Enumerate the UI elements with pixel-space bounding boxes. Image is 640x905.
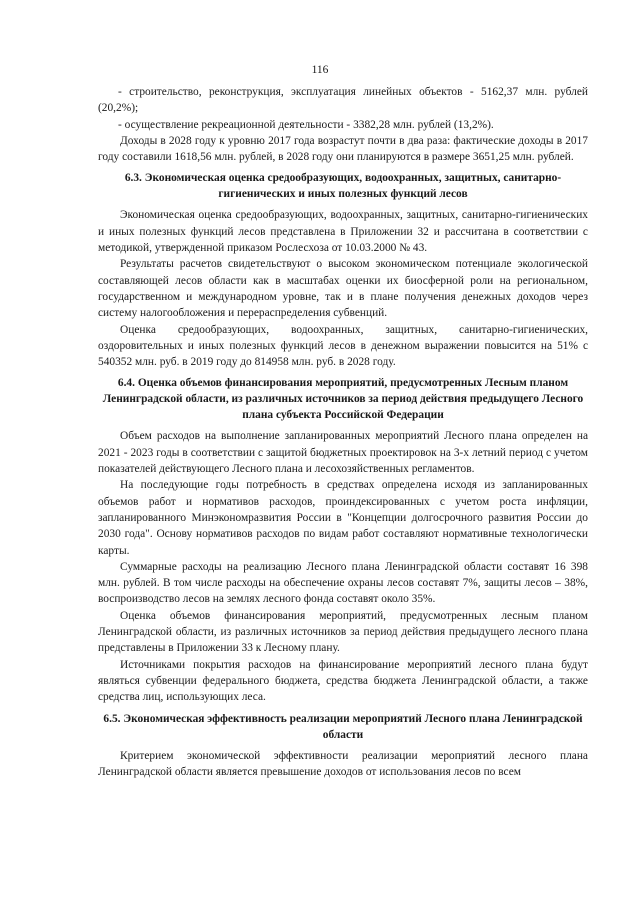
- section-heading: 6.3. Экономическая оценка средообразующих, водоохранных, защитных, санитарно-гигиенических и иных полезных функций лесов: [124, 172, 562, 201]
- section-heading: 6.5. Экономическая эффективность реализации мероприятий Лесного плана Ленинградской области: [103, 712, 583, 741]
- page-number: 116: [311, 64, 329, 76]
- paragraph: Оценка объемов финансирования мероприятий, предусмотренных лесным планом Ленинградской области, из различных источников за период действия предыдущего лесного плана представлены в Приложении 33 к Лесному плану.: [98, 609, 588, 655]
- paragraph: Суммарные расходы на реализацию Лесного плана Ленинградской области составят 16 398 млн. рублей. В том числе расходы на обеспечение охраны лесов составят 7%, защиты лесов – 38%, воспроизводство лесов на землях лесного фонда составят около 35%.: [98, 560, 588, 606]
- section-heading: 6.4. Оценка объемов финансирования мероприятий, предусмотренных Лесным планом Ленинградской области, из различных источников за период действия предыдущего Лесного плана субъекта Российской Федерации: [102, 377, 584, 422]
- paragraph: На последующие годы потребность в средствах определена исходя из запланированных объемов работ и нормативов расходов, проиндексированных с учетом роста инфляции, запланированного Минэкономразвития России в "Концепции долгосрочного развития России до 2030 года". Основу нормативов расходов по видам работ составляют нормативные технологически карты.: [98, 479, 588, 557]
- paragraph: Результаты расчетов свидетельствуют о высоком экономическом потенциале экологической составляющей лесов области как в масштабах оценки их биосферной роли на региональном, государственном и международном уровне, так и в плане получения денежных доходов через систему налогообложения и перераспределения субвенций.: [98, 258, 588, 320]
- paragraph: Источниками покрытия расходов на финансирование мероприятий лесного плана будут являться субвенции федерального бюджета, средства бюджета Ленинградской области, а также средства лиц, использующих леса.: [98, 658, 588, 704]
- paragraph: Критерием экономической эффективности реализации мероприятий лесного плана Ленинградской области является превышение доходов от использования лесов по всем: [98, 749, 588, 778]
- paragraph: Доходы в 2028 году к уровню 2017 года возрастут почти в два раза: фактические доходы в 2017 году составили 1618,56 млн. рублей, в 2028 году они планируются в размере 3651,25 млн. рублей.: [98, 134, 588, 164]
- paragraph: Объем расходов на выполнение запланированных мероприятий Лесного плана определен на 2021 - 2023 годы в соответствии с защитой бюджетных проектировок на 3-х летний период с учетом показателей действующего Лесного плана и лесохозяйственных регламентов.: [98, 430, 588, 476]
- paragraph: - осуществление рекреационной деятельности - 3382,28 млн. рублей (13,2%).: [118, 118, 494, 131]
- document-body: [98, 84, 588, 780]
- paragraph: - строительство, реконструкция, эксплуатация линейных объектов - 5162,37 млн. рублей (20,2%);: [98, 86, 588, 115]
- paragraph: Оценка средообразующих, водоохранных, защитных, санитарно-гигиенических, оздоровительных и иных полезных функций лесов в денежном выражении повысится на 51% с 540352 млн. руб. в 2019 году до 814958 млн. руб. в 2028 году.: [98, 323, 588, 369]
- paragraph: Экономическая оценка средообразующих, водоохранных, защитных, санитарно-гигиенических и иных полезных функций лесов представлена в Приложении 32 и рассчитана в соответствии с методикой, утвержденной приказом Рослесхоза от 10.03.2000 № 43.: [98, 209, 588, 255]
